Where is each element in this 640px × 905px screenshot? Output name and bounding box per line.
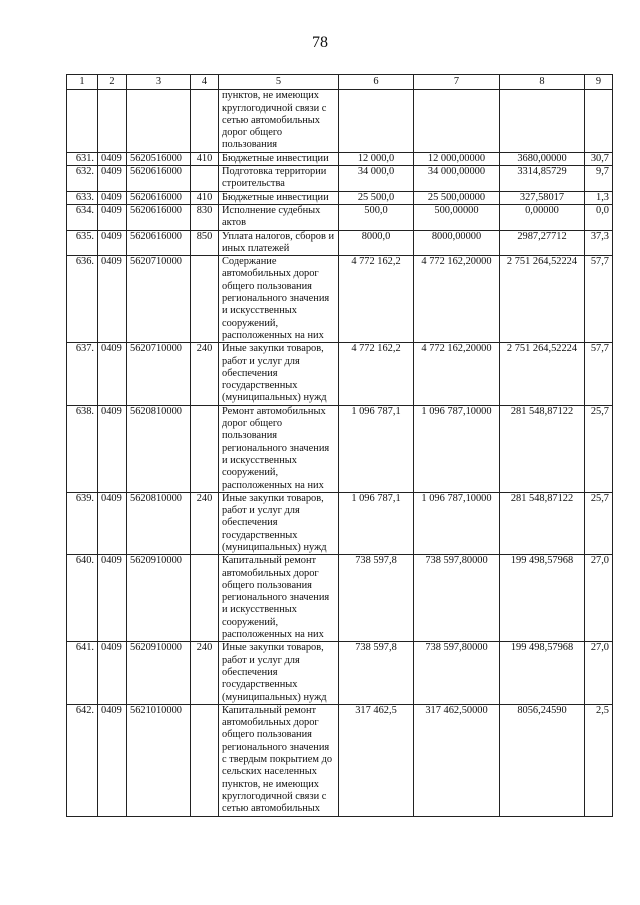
value-col-8: 0,00000 <box>500 204 585 230</box>
item-name: Ремонт автомобильных дорог общего пользования регионального значения и искусственных сооружений, расположенных на них <box>219 405 339 492</box>
target-article-code: 5620910000 <box>127 555 191 642</box>
percent-value: 30,7 <box>585 152 613 165</box>
table-row <box>67 152 613 165</box>
row-number: 633. <box>67 191 98 204</box>
row-number: 634. <box>67 204 98 230</box>
target-article-code: 5621010000 <box>127 704 191 816</box>
value-col-8: 3314,85729 <box>500 166 585 192</box>
value-col-7: 8000,00000 <box>414 230 500 256</box>
section-code: 0409 <box>98 230 127 256</box>
percent-value: 0,0 <box>585 204 613 230</box>
value-col-6: 738 597,8 <box>339 555 414 642</box>
row-number: 637. <box>67 343 98 405</box>
value-col-6: 4 772 162,2 <box>339 343 414 405</box>
row-number: 638. <box>67 405 98 492</box>
section-code: 0409 <box>98 256 127 343</box>
target-article-code: 5620710000 <box>127 256 191 343</box>
item-name: Иные закупки товаров, работ и услуг для обеспечения государственных (муниципальных) нужд <box>219 343 339 405</box>
percent-value: 57,7 <box>585 343 613 405</box>
item-name: Капитальный ремонт автомобильных дорог общего пользования регионального значения и искусственных сооружений, расположенных на них <box>219 555 339 642</box>
value-col-7: 34 000,00000 <box>414 166 500 192</box>
row-number: 639. <box>67 492 98 554</box>
percent-value: 9,7 <box>585 166 613 192</box>
section-code: 0409 <box>98 642 127 704</box>
value-col-7: 1 096 787,10000 <box>414 405 500 492</box>
value-col-8: 281 548,87122 <box>500 405 585 492</box>
row-number: 642. <box>67 704 98 816</box>
item-name: Бюджетные инвестиции <box>219 152 339 165</box>
target-article-code: 5620810000 <box>127 405 191 492</box>
percent-value: 57,7 <box>585 256 613 343</box>
percent-value: 27,0 <box>585 642 613 704</box>
section-code: 0409 <box>98 204 127 230</box>
target-article-code: 5620710000 <box>127 343 191 405</box>
table-row <box>67 230 613 256</box>
value-col-6: 317 462,5 <box>339 704 414 816</box>
column-header: 4 <box>191 75 219 90</box>
item-name: Уплата налогов, сборов и иных платежей <box>219 230 339 256</box>
value-col-8: 199 498,57968 <box>500 642 585 704</box>
percent-value: 25,7 <box>585 405 613 492</box>
table-row <box>67 256 613 343</box>
item-name: Иные закупки товаров, работ и услуг для обеспечения государственных (муниципальных) нужд <box>219 642 339 704</box>
table-row <box>67 492 613 554</box>
table-row <box>67 555 613 642</box>
value-col-7: 1 096 787,10000 <box>414 492 500 554</box>
expense-type-code <box>191 166 219 192</box>
section-code: 0409 <box>98 492 127 554</box>
percent-value: 1,3 <box>585 191 613 204</box>
expense-type-code <box>191 704 219 816</box>
value-col-6: 500,0 <box>339 204 414 230</box>
row-number: 632. <box>67 166 98 192</box>
page-number: 78 <box>312 34 328 51</box>
target-article-code: 5620616000 <box>127 230 191 256</box>
value-col-8 <box>500 90 585 152</box>
row-number: 640. <box>67 555 98 642</box>
percent-value: 25,7 <box>585 492 613 554</box>
value-col-6: 8000,0 <box>339 230 414 256</box>
section-code: 0409 <box>98 704 127 816</box>
value-col-8: 281 548,87122 <box>500 492 585 554</box>
table-row <box>67 166 613 192</box>
percent-value: 2,5 <box>585 704 613 816</box>
target-article-code: 5620616000 <box>127 191 191 204</box>
value-col-6: 12 000,0 <box>339 152 414 165</box>
section-code <box>98 90 127 152</box>
budget-table <box>66 74 613 817</box>
expense-type-code <box>191 405 219 492</box>
target-article-code: 5620616000 <box>127 166 191 192</box>
expense-type-code: 410 <box>191 152 219 165</box>
item-name: Иные закупки товаров, работ и услуг для обеспечения государственных (муниципальных) нужд <box>219 492 339 554</box>
target-article-code <box>127 90 191 152</box>
value-col-6: 25 500,0 <box>339 191 414 204</box>
item-name: Исполнение судебных актов <box>219 204 339 230</box>
header-row <box>67 75 613 90</box>
expense-type-code <box>191 555 219 642</box>
value-col-6: 1 096 787,1 <box>339 405 414 492</box>
row-number: 631. <box>67 152 98 165</box>
expense-type-code: 240 <box>191 492 219 554</box>
value-col-8: 327,58017 <box>500 191 585 204</box>
percent-value: 37,3 <box>585 230 613 256</box>
column-header: 1 <box>67 75 98 90</box>
expense-type-code: 410 <box>191 191 219 204</box>
section-code: 0409 <box>98 555 127 642</box>
table-row <box>67 704 613 816</box>
table-row <box>67 90 613 152</box>
column-header: 7 <box>414 75 500 90</box>
column-header: 5 <box>219 75 339 90</box>
value-col-7: 12 000,00000 <box>414 152 500 165</box>
value-col-6: 34 000,0 <box>339 166 414 192</box>
value-col-6: 1 096 787,1 <box>339 492 414 554</box>
value-col-6: 4 772 162,2 <box>339 256 414 343</box>
section-code: 0409 <box>98 152 127 165</box>
value-col-6 <box>339 90 414 152</box>
section-code: 0409 <box>98 166 127 192</box>
table-row <box>67 191 613 204</box>
value-col-7: 738 597,80000 <box>414 642 500 704</box>
row-number: 636. <box>67 256 98 343</box>
expense-type-code <box>191 90 219 152</box>
table-row <box>67 204 613 230</box>
table-row <box>67 405 613 492</box>
section-code: 0409 <box>98 191 127 204</box>
row-number <box>67 90 98 152</box>
column-header: 2 <box>98 75 127 90</box>
percent-value: 27,0 <box>585 555 613 642</box>
value-col-7: 317 462,50000 <box>414 704 500 816</box>
value-col-8: 2987,27712 <box>500 230 585 256</box>
target-article-code: 5620910000 <box>127 642 191 704</box>
target-article-code: 5620616000 <box>127 204 191 230</box>
item-name: Капитальный ремонт автомобильных дорог общего пользования регионального значения с твердым покрытием до сельских населенных пунктов, не имеющих круглогодичной связи с сетью автомобильных <box>219 704 339 816</box>
row-number: 635. <box>67 230 98 256</box>
item-name: Содержание автомобильных дорог общего пользования регионального значения и искусственных сооружений, расположенных на них <box>219 256 339 343</box>
item-name: Бюджетные инвестиции <box>219 191 339 204</box>
value-col-7: 4 772 162,20000 <box>414 343 500 405</box>
section-code: 0409 <box>98 343 127 405</box>
value-col-8: 8056,24590 <box>500 704 585 816</box>
value-col-7: 500,00000 <box>414 204 500 230</box>
row-number: 641. <box>67 642 98 704</box>
expense-type-code: 240 <box>191 343 219 405</box>
item-name: Подготовка территории строительства <box>219 166 339 192</box>
target-article-code: 5620810000 <box>127 492 191 554</box>
item-name: пунктов, не имеющих круглогодичной связи с сетью автомобильных дорог общего пользования <box>219 90 339 152</box>
column-header: 9 <box>585 75 613 90</box>
table-row <box>67 343 613 405</box>
value-col-8: 3680,00000 <box>500 152 585 165</box>
value-col-8: 199 498,57968 <box>500 555 585 642</box>
column-header: 6 <box>339 75 414 90</box>
expense-type-code <box>191 256 219 343</box>
value-col-7 <box>414 90 500 152</box>
expense-type-code: 850 <box>191 230 219 256</box>
value-col-6: 738 597,8 <box>339 642 414 704</box>
value-col-7: 738 597,80000 <box>414 555 500 642</box>
column-header: 3 <box>127 75 191 90</box>
value-col-7: 25 500,00000 <box>414 191 500 204</box>
value-col-8: 2 751 264,52224 <box>500 343 585 405</box>
value-col-7: 4 772 162,20000 <box>414 256 500 343</box>
percent-value <box>585 90 613 152</box>
expense-type-code: 240 <box>191 642 219 704</box>
value-col-8: 2 751 264,52224 <box>500 256 585 343</box>
target-article-code: 5620516000 <box>127 152 191 165</box>
column-header: 8 <box>500 75 585 90</box>
section-code: 0409 <box>98 405 127 492</box>
table-row <box>67 642 613 704</box>
expense-type-code: 830 <box>191 204 219 230</box>
